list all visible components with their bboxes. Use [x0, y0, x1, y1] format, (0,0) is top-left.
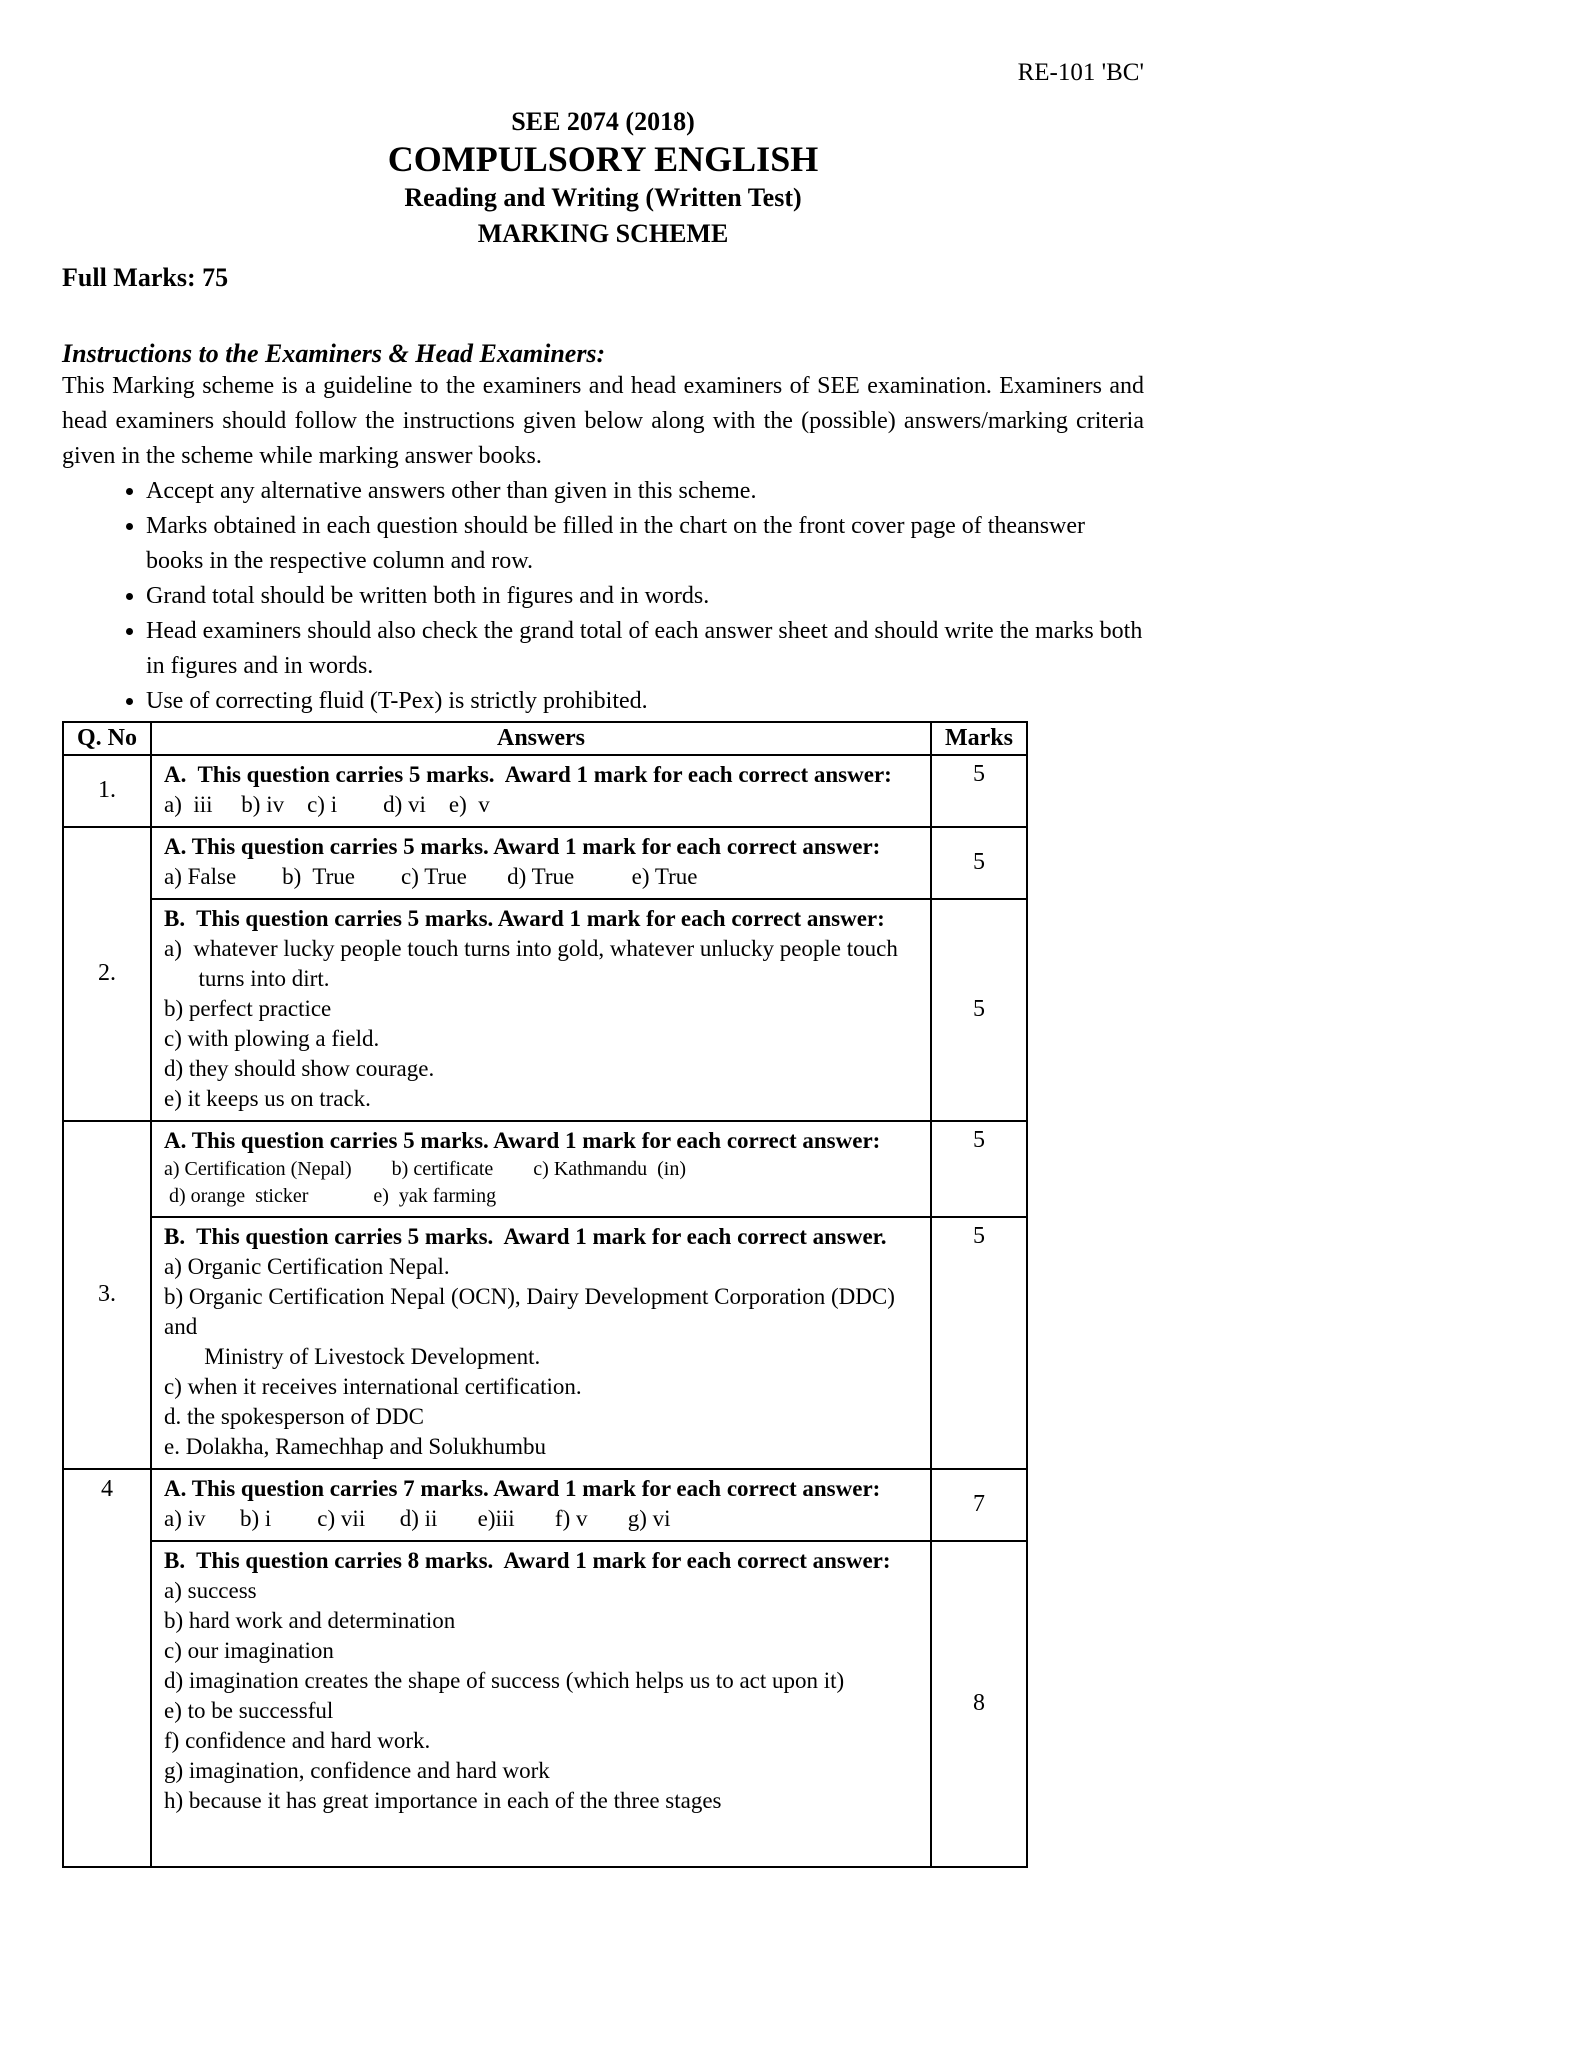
instructions-bullet-list: [62, 474, 1144, 719]
marks-cell: 5: [931, 827, 1027, 899]
qno-cell: 2.: [63, 827, 151, 1121]
document-content: [62, 58, 1144, 1868]
table-row: [63, 827, 1027, 899]
answers-cell: [151, 1469, 931, 1541]
table-row: [63, 899, 1027, 1121]
answer-line: d) they should show courage.: [164, 1055, 435, 1081]
marks-cell: 5: [931, 899, 1027, 1121]
marks-cell: 5: [931, 1217, 1027, 1469]
marks-cell: 5: [931, 755, 1027, 827]
doc-code: RE-101 'BC': [1017, 59, 1144, 86]
answer-line: a) Certification (Nepal) b) certificate c) Kathmandu (in): [164, 1157, 687, 1180]
section-heading: B. This question carries 5 marks. Award 1 mark for each correct answer:: [164, 905, 885, 931]
answer-line: d) orange sticker e) yak farming: [164, 1184, 497, 1207]
table-row: [63, 1469, 1027, 1541]
answer-line: b) hard work and determination: [164, 1607, 456, 1633]
instructions-intro: This Marking scheme is a guideline to the examiners and head examiners of SEE examination. Examiners and head examiners should follow the instructions given below along with the (possible) answers/marking criteria given in the scheme while marking answer books.: [62, 372, 1144, 469]
answer-line: b) Organic Certification Nepal (OCN), Dairy Development Corporation (DDC) and: [164, 1283, 901, 1339]
answer-line: b) perfect practice: [164, 995, 332, 1021]
table-header-row: [63, 722, 1027, 755]
answer-line: c) when it receives international certification.: [164, 1373, 582, 1399]
header-qno: Q. No: [63, 722, 151, 755]
answer-line: turns into dirt.: [164, 965, 330, 991]
answer-line: a) iii b) iv c) i d) vi e) v: [164, 791, 490, 817]
qno-cell: 3.: [63, 1121, 151, 1469]
qno-cell: 4: [63, 1469, 151, 1867]
bullet-item: • Head examiners should also check the grand total of each answer sheet and should write the marks both in figures and in words.: [146, 614, 1144, 684]
answers-cell: [151, 1121, 931, 1217]
table-row: [63, 1217, 1027, 1469]
answers-cell: [151, 1217, 931, 1469]
title-block: [62, 104, 1144, 251]
section-heading: A. This question carries 5 marks. Award 1 mark for each correct answer:: [164, 833, 881, 859]
instructions-heading: Instructions to the Examiners & Head Examiners:: [62, 338, 606, 368]
section-heading: A. This question carries 5 marks. Award 1 mark for each correct answer:: [164, 761, 892, 787]
bullet-item: • Marks obtained in each question should be filled in the chart on the front cover page of theanswer books in the respective column and row.: [146, 509, 1144, 579]
answer-line: a) success: [164, 1577, 257, 1603]
qno-cell: 1.: [63, 755, 151, 827]
answers-cell: [151, 1541, 931, 1867]
answer-line: g) imagination, confidence and hard work: [164, 1757, 550, 1783]
answer-line: a) whatever lucky people touch turns into gold, whatever unlucky people touch: [164, 935, 898, 961]
answers-cell: [151, 755, 931, 827]
answer-line: f) confidence and hard work.: [164, 1727, 431, 1753]
subject-title: COMPULSORY ENGLISH: [387, 139, 819, 180]
answers-cell: [151, 899, 931, 1121]
answer-line: a) False b) True c) True d) True e) True: [164, 863, 698, 889]
table-row: [63, 755, 1027, 827]
table-row: [63, 1541, 1027, 1867]
answer-line: e) it keeps us on track.: [164, 1085, 371, 1111]
section-heading: A. This question carries 5 marks. Award 1 mark for each correct answer:: [164, 1127, 881, 1153]
section-heading: B. This question carries 5 marks. Award 1 mark for each correct answer.: [164, 1223, 887, 1249]
marks-cell: 7: [931, 1469, 1027, 1541]
bullet-item: • Use of correcting fluid (T-Pex) is strictly prohibited.: [146, 684, 1144, 719]
bullet-item: • Grand total should be written both in figures and in words.: [146, 579, 1144, 614]
answer-line: e) to be successful: [164, 1697, 334, 1723]
header-answers: Answers: [151, 722, 931, 755]
answer-line: c) with plowing a field.: [164, 1025, 380, 1051]
answer-line: d) imagination creates the shape of success (which helps us to act upon it): [164, 1667, 845, 1693]
marking-scheme-table: [62, 721, 1028, 1868]
answers-cell: [151, 827, 931, 899]
answer-line: a) Organic Certification Nepal.: [164, 1253, 450, 1279]
paper-title: Reading and Writing (Written Test): [404, 183, 802, 213]
marks-cell: 8: [931, 1541, 1027, 1867]
header-marks: Marks: [931, 722, 1027, 755]
answer-line: h) because it has great importance in each of the three stages: [164, 1787, 722, 1813]
marks-cell: 5: [931, 1121, 1027, 1217]
answer-line: Ministry of Livestock Development.: [164, 1343, 541, 1369]
exam-title: SEE 2074 (2018): [511, 107, 695, 136]
full-marks: Full Marks: 75: [62, 262, 229, 292]
answer-line: d. the spokesperson of DDC: [164, 1403, 424, 1429]
section-heading: A. This question carries 7 marks. Award 1 mark for each correct answer:: [164, 1475, 881, 1501]
bullet-item: • Accept any alternative answers other than given in this scheme.: [146, 474, 1144, 509]
answer-line: a) iv b) i c) vii d) ii e)iii f) v g) vi: [164, 1505, 671, 1531]
answer-line: e. Dolakha, Ramechhap and Solukhumbu: [164, 1433, 546, 1459]
table-row: [63, 1121, 1027, 1217]
answer-line: c) our imagination: [164, 1637, 334, 1663]
section-heading: B. This question carries 8 marks. Award 1 mark for each correct answer:: [164, 1547, 891, 1573]
scheme-title: MARKING SCHEME: [477, 218, 729, 248]
